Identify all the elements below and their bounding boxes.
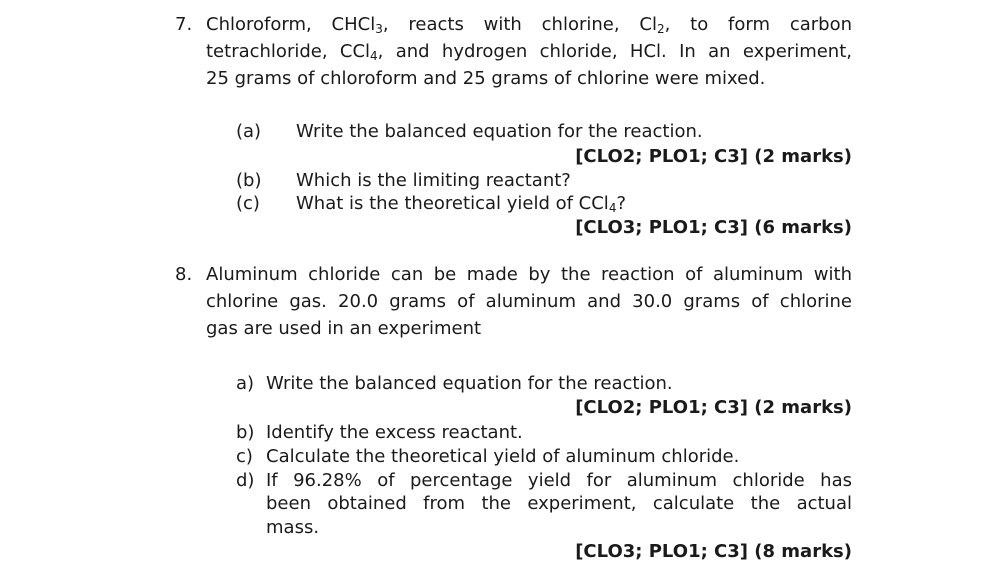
q8-line-3: gas are used in an experiment [206,318,482,339]
q7-b-label: (b) [236,170,262,191]
q7-bc-marks: [CLO3; PLO1; C3] (6 marks) [575,217,852,238]
q8-d-line-1: If 96.28% of percentage yield for aluminum chloride has [266,470,852,491]
q8-b-label: b) [236,422,255,443]
q8-d-label: d) [236,470,255,491]
q7-line-2: tetrachloride, CCl$_4$, and hydrogen chloride, HCl. In an experiment, [206,41,852,63]
q8-line-2: chlorine gas. 20.0 grams of aluminum and 30.0 grams of chlorine [206,291,852,312]
q7-b-text: Which is the limiting reactant? [296,170,571,191]
q8-b-text: Identify the excess reactant. [266,422,523,443]
q7-line-1: Chloroform, CHCl$_3$, reacts with chlorine, $Cl_2$, to form carbon [206,14,853,36]
q7-a-label: (a) [236,121,262,142]
q8-line-1: Aluminum chloride can be made by the reaction of aluminum with [206,264,852,285]
q7-c-label: (c) [236,193,260,214]
q8-d-line-3: mass. [266,517,320,538]
q7-a-marks: [CLO2; PLO1; C3] (2 marks) [575,146,852,167]
q8-bcd-marks: [CLO3; PLO1; C3] (8 marks) [575,541,852,562]
q8-c-label: c) [236,446,253,467]
q8-a-text: Write the balanced equation for the reaction. [266,373,673,394]
q8-c-text: Calculate the theoretical yield of aluminum chloride. [266,446,740,467]
q7-number: 7. [175,14,193,35]
q7-line-3: 25 grams of chloroform and 25 grams of chlorine were mixed. [206,68,766,89]
q7-a-text: Write the balanced equation for the reaction. [296,121,703,142]
q8-number: 8. [175,264,193,285]
q8-d-line-2: been obtained from the experiment, calculate the actual [266,493,852,514]
q8-a-label: a) [236,373,255,394]
q7-c-text: What is the theoretical yield of CCl$_4$? [296,193,627,215]
q8-a-marks: [CLO2; PLO1; C3] (2 marks) [575,397,852,418]
